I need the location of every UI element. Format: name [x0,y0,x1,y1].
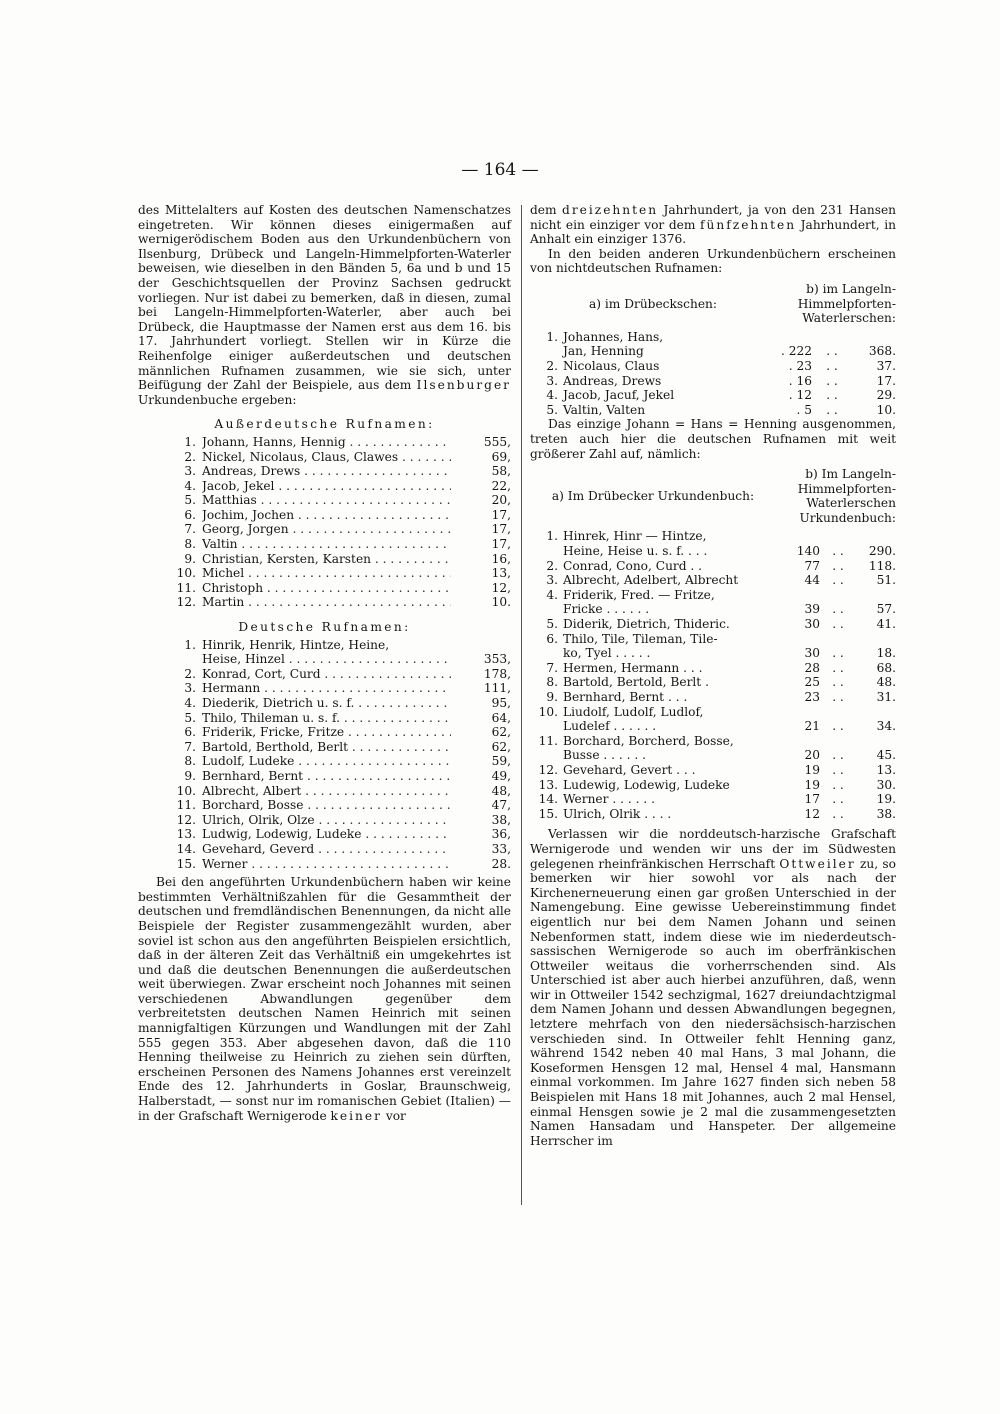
row-number: 1. [546,329,558,344]
row-name: Ulrich, Olrik . . . . [563,806,672,821]
count-b: 290. [868,544,896,559]
item-number: 4. [184,478,196,493]
row-number: 1. [546,529,558,544]
list-item [138,566,511,581]
count-a: 44 [804,573,820,588]
list-item [138,798,511,813]
list-item [138,711,511,726]
count-b: 30. [876,777,896,792]
row-number: 15. [538,806,558,821]
count-b: 17. [876,373,896,388]
list-item [138,450,511,465]
table-row [530,602,896,617]
row-number: 3. [546,373,558,388]
list-item [138,508,511,523]
table-row [530,748,896,763]
table2 [530,529,896,821]
item-number: 11. [176,580,196,595]
item-name: Valtin . . . [202,537,451,552]
leader-dots: . . [832,544,844,559]
count-a: . 222 [780,344,812,359]
count-a: 30 [804,646,820,661]
count-a: 12 [804,806,820,821]
table-row [530,690,896,705]
row-number: 7. [546,660,558,675]
item-name: Andreas, Drews . . . [202,464,451,479]
table-row [530,529,896,544]
list-item [138,857,511,872]
count-a: 25 [804,675,820,690]
list-item [138,479,511,494]
row-name: Borchard, Borcherd, Bosse, [563,733,734,748]
row-number: 12. [538,762,558,777]
spaced-word: dreizehnten [562,203,659,217]
row-name: Liudolf, Ludolf, Ludlof, [563,704,704,719]
count-b: 19. [876,792,896,807]
row-name: Busse . . . . . . [563,748,647,763]
item-name: Bernhard, Bernt . . . [202,769,451,784]
page-number: — 164 — [461,160,539,180]
leader-dots: . . [832,762,844,777]
item-number: 12. [176,812,196,827]
foreign-names-title: Außerdeutsche Rufnamen: [214,417,435,432]
count-a: . 12 [788,388,812,403]
table-row [530,661,896,676]
item-number: 12. [176,595,196,610]
leader-dots: . . [832,806,844,821]
item-name: Thilo, Thileman u. s. f. . . . [202,711,451,726]
item-count: 62, [491,725,511,740]
table-row [530,588,896,603]
list-item [138,813,511,828]
list-item [138,827,511,842]
item-number: 8. [184,754,196,769]
row-name: Nicolaus, Claus [563,358,660,373]
count-a: 23 [804,690,820,704]
item-number: 9. [184,551,196,566]
leader-dots: . . [832,558,844,573]
row-number: 5. [546,402,558,417]
table-row [530,705,896,720]
list-item [138,638,511,653]
item-number: 15. [176,856,196,871]
row-name: Bernhard, Bernt . . . [563,690,688,704]
table2-header-b: b) Im Langeln-Himmelpforten-Waterlerschen Urkundenbuch: [797,467,896,525]
list-item [138,696,511,711]
count-b: 57. [876,602,896,617]
paragraph-mid: Das einzige Johann = Hans = Henning ausgenommen, treten auch hier die deutschen Rufnamen mit weit größerer Zahl auf, nämlich: [530,417,896,461]
count-a: 17 [804,792,820,807]
row-name: Gevehard, Gevert . . . [563,762,696,777]
count-b: 18. [876,646,896,661]
row-name: Jan, Henning [563,344,644,359]
row-number: 10. [538,704,558,719]
list-item [138,552,511,567]
item-count: 178, [483,666,511,681]
table-row [530,675,896,690]
table-row [530,388,896,403]
item-count: 353, [483,652,511,667]
item-count: 33, [491,841,511,856]
german-names-list [138,638,511,872]
item-name: Martin . . . [202,595,451,610]
list-item [138,435,511,450]
item-count: 20, [491,493,511,508]
list-item [138,464,511,479]
item-number: 5. [184,493,196,508]
item-count: 22, [491,478,511,493]
item-count: 38, [491,812,511,827]
row-name: Johannes, Hans, [563,329,664,344]
item-count: 69, [491,449,511,464]
table-row [530,792,896,807]
item-name: Nickel, Nicolaus, Claus, Clawes . . . [202,450,451,465]
item-number: 1. [184,637,196,652]
paragraph-intro: des Mittelalters auf Kosten des deutschen Namenschatzes eingetreten. Wir können dieses einigermaßen auf wernigerödischem Boden aus den Urkundenbüchern von Ilsenburg, Drübeck und Langeln-Himmelpforten-Waterler beweisen, wie dieselben in den Bänden 5, 6a und b und 15 der Geschichtsquellen der Provinz Sachsen gedruckt vorliegen. Nur ist dabei zu bemerken, daß in diesen, zumal bei Langeln-Himmelpforten-Waterler, aber auch bei Drübeck, die Hauptmasse der Namen erst aus dem 16. bis 17. Jahrhundert vorliegt. Stellen wir in Kürze die Reihenfolge einiger außerdeutschen und deutschen männlichen Rufnamen zusammen, wie sie sich, unter Beifügung der Zahl der Beispiele, aus dem Ilsenburger Urkundenbuche ergeben: [138,203,512,407]
row-number: 6. [546,631,558,646]
item-name: Diederik, Dietrich u. s. f. . . . [202,696,451,711]
table-row [530,719,896,734]
list-item [138,842,511,857]
list-item [138,595,511,610]
spaced-word: keiner [330,1108,382,1123]
item-name: Borchard, Bosse . . . [202,798,451,813]
item-name: Hinrik, Henrik, Hintze, Heine, [202,637,390,652]
item-number: 4. [184,696,196,710]
item-count: 555, [483,434,511,449]
row-name: Ludewig, Lodewig, Ludeke [563,777,730,792]
count-a: . 23 [788,358,812,373]
item-number: 3. [184,464,196,479]
leader-dots: . . [832,690,844,704]
row-number: 2. [546,358,558,373]
count-a: 140 [796,544,820,559]
table1-header-a: a) im Drübeckschen: [589,296,717,311]
spaced-word: Ottweiler [779,856,856,871]
list-item [138,784,511,799]
leader-dots: . . [826,358,838,373]
item-count: 47, [491,798,511,813]
row-number: 5. [546,617,558,632]
item-number: 2. [184,666,196,681]
item-count: 28. [491,856,511,871]
table1 [530,330,896,418]
row-name: Diderik, Dietrich, Thideric. [563,617,730,632]
row-number: 8. [546,675,558,690]
table-row [530,646,896,661]
item-number: 14. [176,841,196,856]
count-a: 19 [804,777,820,792]
item-name: Bartold, Berthold, Berlt . . . [202,740,451,755]
list-item [138,667,511,682]
list-item [138,754,511,769]
item-name: Hermann . . . [202,681,451,696]
list-item [138,493,511,508]
item-count: 111, [483,681,511,696]
row-name: Thilo, Tile, Tileman, Tile- [563,631,718,646]
paragraph-bottom-right: Verlassen wir die norddeutsch-harzische Grafschaft Wernigerode und wenden wir uns der im Südwesten gelegenen rheinfränkischen Herrschaft Ottweiler zu, so bemerken wir hier sowohl vor als nach der Kirchenerneuerung einen gar großen Unterschied in der Namengebung. Eine gewisse Uebereinstimmung findet eigentlich nur bei dem Namen Johann und seinen Nebenformen statt, indem diese wie im niederdeutsch-sassischen Wernigerode so auch im oberfränkischen Ottweiler weitaus die vorherrschenden sind. Als Unterschied ist aber auch hierbei anzuführen, daß, wenn wir in Ottweiler 1542 sechzigmal, 1627 dreiundachtzigmal dem Namen Johann und dessen Abwandlungen begegnen, letztere mehrfach von den niedersächsisch-harzischen verschieden sind. In Ottweiler fehlt Henning ganz, während 1542 neben 40 mal Hans, 3 mal Johann, die Koseformen Hensgen 12 mal, Hensel 4 mal, Hansmann einmal vorkommen. Im Jahre 1627 finden sich neben 58 Beispielen mit Hans 18 mit Johannes, auch 2 mal Hensel, einmal Hensgen sowie je 2 mal die zusammengesetzten Namen Hansadam und Hanspeter. Der allgemeine Herrscher im [530,827,896,1148]
german-names-title: Deutsche Rufnamen: [238,620,411,635]
list-item [138,537,511,552]
item-count: 36, [491,827,511,842]
count-a: . 5 [796,402,812,417]
item-name: Johann, Hanns, Hennig . . . [202,435,451,450]
row-number: 4. [546,388,558,403]
count-a: 30 [804,617,820,632]
spaced-word: fünfzehnten [700,217,797,232]
row-name: Valtin, Valten [563,402,646,417]
row-number: 11. [538,733,558,748]
count-b: 48. [876,675,896,690]
item-number: 1. [184,434,196,449]
count-a: 20 [804,748,820,763]
table-row [530,403,896,418]
list-item [138,740,511,755]
paragraph-top-right: dem dreizehnten Jahrhundert, ja von den 231 Hansen nicht ein einziger vor dem fünfzehnten Jahrhundert, in Anhalt ein einziger 1376. [530,203,897,247]
table-row [530,573,896,588]
item-number: 7. [184,522,196,537]
item-number: 11. [176,798,196,813]
leader-dots: . . [826,388,838,403]
row-name: Werner . . . . . . [563,792,655,807]
count-a: . 16 [788,373,812,388]
count-b: 31. [876,690,896,704]
item-count: 59, [491,754,511,769]
count-b: 368. [868,344,896,359]
table-row [530,617,896,632]
table-row [530,763,896,778]
spaced-word: Ilsenburger [416,378,512,393]
item-number: 6. [184,725,196,740]
count-a: 28 [804,660,820,675]
leader-dots: . . [832,777,844,792]
table2-header-a: a) Im Drübecker Urkundenbuch: [551,488,755,503]
item-name: Werner . . . [202,857,451,872]
row-number: 9. [546,690,558,704]
paragraph-bottom-left: Bei den angeführten Urkundenbüchern haben wir keine bestimmten Verhältnißzahlen für die Gesammtheit der deutschen und fremdländischen Benennungen, da nicht alle Beispiele der Register zusammengezählt wurden, aber soviel ist schon aus den angeführten Beispielen ersichtlich, daß in der älteren Zeit das Verhältniß ein umgekehrtes ist und daß die deutschen Benennungen die außerdeutschen weit überwiegen. Zwar erscheint noch Johannes mit seinen verschiedenen Abwandlungen gegenüber dem verbreitetsten deutschen Namen Heinrich mit seinen mannigfaltigen Kürzungen und Wandlungen mit der Zahl 555 gegen 353. Aber abgesehen davon, daß die 110 Henning theilweise zu Heinrich zu ziehen sein dürften, erscheinen Personen des Namens Johannes erst vereinzelt Ende des 12. Jahrhunderts in Goslar, Braunschweig, Halberstadt, — sonst nur im romanischen Gebiet (Italien) — in der Grafschaft Wernigerode keiner vor [138,875,511,1123]
count-b: 38. [876,806,896,821]
item-name: Ulrich, Olrik, Olze . . . [202,813,451,828]
leader-dots: . . [832,675,844,690]
item-number: 13. [176,827,196,842]
leader-dots: . . [832,573,844,588]
item-count: 95, [491,696,511,710]
item-count: 12, [491,580,511,595]
count-b: 29. [876,388,896,403]
column-divider [521,205,522,1205]
row-number: 14. [538,792,558,807]
item-name: Albrecht, Albert . . . [202,784,451,799]
item-number: 9. [184,768,196,783]
leader-dots: . . [832,792,844,807]
item-number: 2. [184,449,196,464]
item-number: 10. [176,566,196,581]
item-count: 48, [491,783,511,798]
item-name: Ludwig, Lodewig, Ludeke . . . [202,827,451,842]
row-name: Ludelef . . . . . . [563,719,657,734]
leader-dots: . . [832,646,844,661]
item-name: Jacob, Jekel . . . [202,479,451,494]
count-a: 21 [804,719,820,734]
table-row [530,632,896,647]
count-a: 19 [804,762,820,777]
item-name: Konrad, Cort, Curd . . . [202,667,451,682]
item-name: Christian, Kersten, Karsten . . . [202,552,451,567]
row-number: 4. [546,587,558,602]
leader-dots: . . [832,602,844,617]
count-b: 45. [876,748,896,763]
left-column [138,203,511,1123]
leader-dots: . . [832,617,844,632]
row-number: 2. [546,558,558,573]
item-count: 58, [491,464,511,479]
count-b: 41. [876,617,896,632]
leader-dots: . . [832,660,844,675]
leader-dots: . . [832,719,844,734]
item-number: 5. [184,710,196,725]
list-item [138,725,511,740]
row-name: Friderik, Fred. — Fritze, [563,587,715,602]
table-row [530,374,896,389]
item-name: Georg, Jorgen . . . [202,522,451,537]
item-number: 7. [184,739,196,754]
item-count: 10. [491,595,511,610]
item-count: 49, [491,768,511,783]
item-name: Ludolf, Ludeke . . . [202,754,451,769]
item-number: 10. [176,783,196,798]
item-name: Heise, Hinzel . . . [202,652,451,667]
row-number: 3. [546,573,558,588]
count-b: 118. [868,558,896,573]
count-b: 34. [876,719,896,734]
row-name: Bartold, Bertold, Berlt . [563,675,709,690]
table-row [530,544,896,559]
leader-dots: . . [826,344,838,359]
row-name: Conrad, Cono, Curd . . [563,558,703,573]
table-row [530,807,896,822]
item-number: 8. [184,537,196,552]
table-row [530,734,896,749]
item-name: Michel . . . [202,566,451,581]
count-b: 13. [876,762,896,777]
paragraph-other-books: In den beiden anderen Urkundenbüchern erscheinen von nichtdeutschen Rufnamen: [530,246,896,276]
table-row [530,359,896,374]
item-name: Friderik, Fricke, Fritze . . . [202,725,451,740]
table-row [530,330,896,345]
item-name: Jochim, Jochen . . . [202,508,451,523]
table-row [530,778,896,793]
row-name: Andreas, Drews [563,373,662,388]
item-count: 13, [491,566,511,581]
count-b: 37. [876,358,896,373]
item-number: 6. [184,507,196,522]
list-item [138,522,511,537]
row-name: Hinrek, Hinr — Hintze, [563,529,707,544]
table-row [530,559,896,574]
table1-header [530,282,896,326]
item-name: Gevehard, Geverd . . . [202,842,451,857]
count-b: 68. [876,660,896,675]
item-name: Matthias . . . [202,493,451,508]
item-count: 17, [491,537,511,552]
right-column [530,203,896,1148]
list-item [138,581,511,596]
item-count: 16, [491,551,511,566]
leader-dots: . . [826,402,838,417]
count-a: 77 [804,558,820,573]
count-b: 51. [876,573,896,588]
row-name: Jacob, Jacuf, Jekel [563,388,675,403]
table2-header [530,467,896,525]
item-count: 17, [491,522,511,537]
count-b: 10. [876,402,896,417]
item-count: 62, [491,739,511,754]
table1-header-b: b) im Langeln-Himmelpforten-Waterlerschen: [797,281,896,326]
item-count: 17, [491,507,511,522]
row-name: Hermen, Hermann . . . [563,660,703,675]
item-number: 3. [184,681,196,696]
leader-dots: . . [826,373,838,388]
leader-dots: . . [832,748,844,763]
foreign-names-list [138,435,511,610]
list-item [138,652,511,667]
item-count: 64, [491,710,511,725]
item-name: Christoph . . . [202,581,451,596]
row-name: ko, Tyel . . . . . [563,646,651,661]
table-row [530,344,896,359]
row-name: Fricke . . . . . . [563,602,650,617]
list-item [138,681,511,696]
count-a: 39 [804,602,820,617]
row-name: Albrecht, Adelbert, Albrecht [563,573,739,588]
row-number: 13. [538,777,558,792]
list-item [138,769,511,784]
row-name: Heine, Heise u. s. f. . . . [563,544,708,559]
